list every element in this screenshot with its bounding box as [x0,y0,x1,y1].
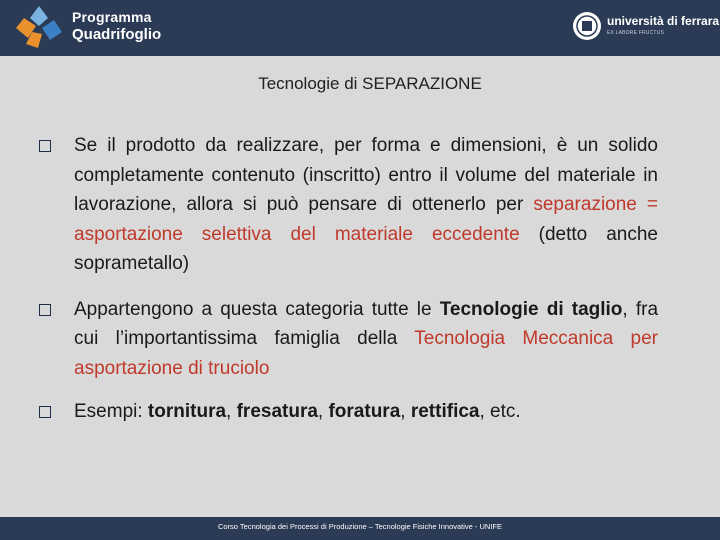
footer-bar [0,517,720,540]
example-term: fresatura [236,401,318,422]
bullet-item-definition [38,131,658,279]
example-term: foratura [328,401,401,422]
header-bar [0,0,720,56]
footer-course-text: Corso Tecnologia dei Processi di Produzione – Tecnologie Fisiche Innovative - UNIFE [217,522,503,531]
bullet-text: (detto anche soprametallo) [74,223,658,274]
bullet-text: Se il prodotto da realizzare, per forma e dimensioni, è un solido completamente contenuto (inscritto) entro il volume del materiale in lavorazione, allora si può pensare di ottenerlo per [74,135,658,215]
bullet-text: Appartengono a questa categoria tutte le [74,298,440,320]
checkbox-bullet-icon [39,406,51,418]
bullet-text: , fra cui l’importantissima famiglia della [74,298,659,349]
example-term: rettifica [410,401,480,422]
highlight-text: Tecnologia Meccanica per asportazione di truciolo [74,328,658,379]
bullet-item-category [38,295,658,384]
brand-name-line1: Programma [72,9,152,25]
separator: , [317,401,329,422]
bullet-list [38,131,658,443]
bullet-item-examples [38,397,658,427]
slide-title: Tecnologie di SEPARAZIONE [258,74,482,93]
highlight-text: separazione = asportazione selettiva del materiale eccedente [74,194,658,245]
checkbox-bullet-icon [39,140,51,152]
separator: , [226,401,237,422]
bullet-text: Esempi: [74,401,148,422]
bullet-text: , etc. [479,401,521,422]
quadrifoglio-logo-icon [14,4,64,50]
bold-text: Tecnologie di taglio [439,298,623,320]
example-term: tornitura [147,401,227,422]
brand-name-line2: Quadrifoglio [72,26,162,43]
university-seal-icon [572,11,602,41]
university-motto: EX LABORE FRUCTUS [607,30,665,36]
separator: , [400,401,411,422]
checkbox-bullet-icon [39,304,51,316]
university-name: università di ferrara [607,14,720,28]
